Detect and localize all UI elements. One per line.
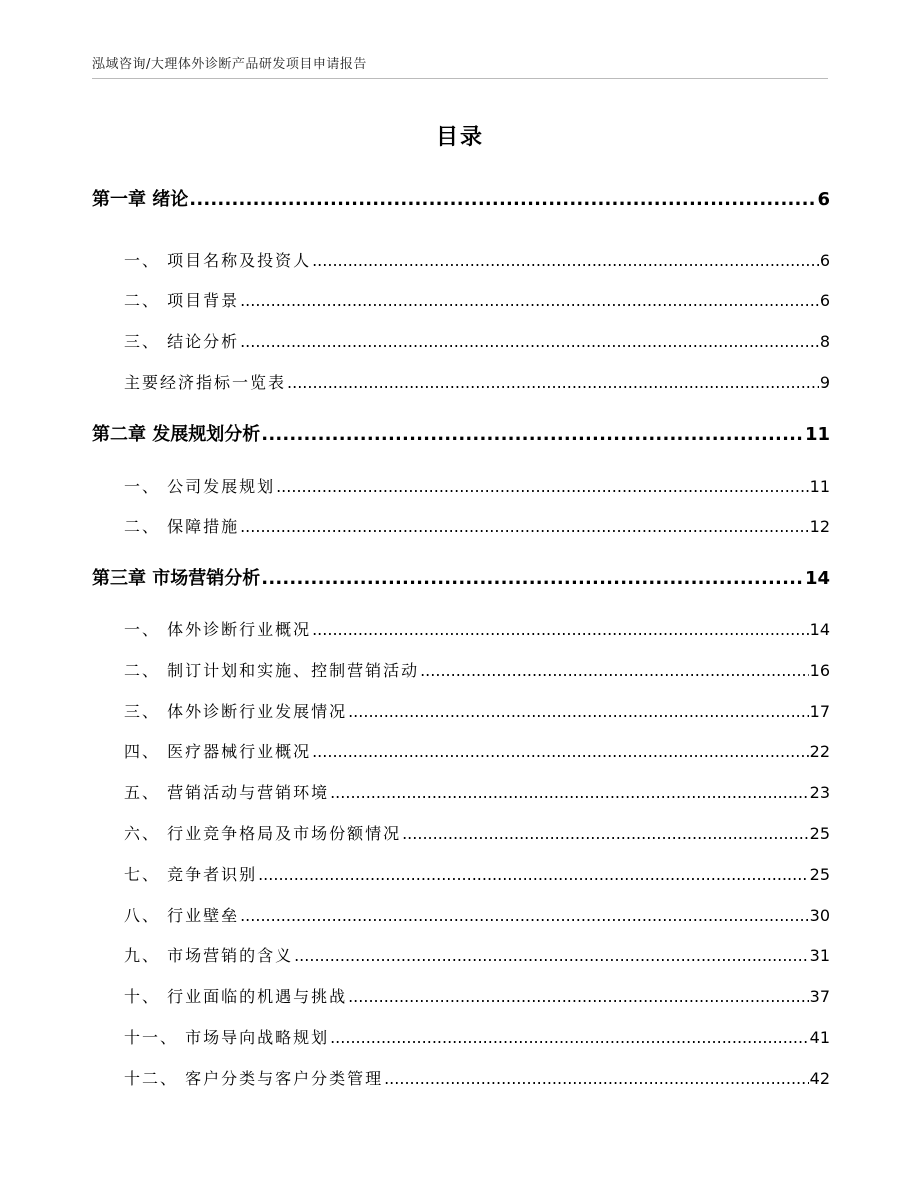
toc-entry-label: 主要经济指标一览表 [124,373,287,392]
toc-entry-label: 第二章 发展规划分析 [92,424,261,445]
toc-entry-section[interactable] [124,984,830,1007]
toc-entry-section[interactable] [124,739,830,762]
toc-entry-section[interactable] [124,658,830,681]
toc-entry-label: 十一、 市场导向战略规划 [124,1028,330,1047]
toc-entry-page: 22 [809,742,830,761]
toc-entry-page: 42 [809,1069,830,1088]
toc-entry-page: 30 [809,906,830,925]
toc-entry-label: 十、 行业面临的机遇与挑战 [124,987,348,1006]
toc-entry-label: 九、 市场营销的含义 [124,946,294,965]
dot-leader [312,251,819,270]
toc-entry-label: 第三章 市场营销分析 [92,568,261,589]
dot-leader [402,824,809,843]
toc-entry-page: 9 [819,373,830,392]
toc-entry-section[interactable] [124,329,830,352]
dot-leader [312,620,809,639]
dot-leader [294,946,809,965]
dot-leader [240,517,809,536]
dot-leader [312,742,809,761]
toc-entry-page: 8 [819,332,830,351]
dot-leader [240,906,809,925]
dot-leader [240,291,819,310]
toc-entry-label: 五、 营销活动与营销环境 [124,783,330,802]
toc-entry-chapter-3[interactable] [92,564,830,590]
toc-entry-chapter-1[interactable] [92,185,830,211]
toc-entry-section[interactable] [124,780,830,803]
dot-leader [287,373,819,392]
toc-entry-page: 41 [809,1028,830,1047]
toc-entry-label: 六、 行业竞争格局及市场份额情况 [124,824,402,843]
toc-entry-section[interactable] [124,862,830,885]
toc-entry-page: 6 [817,189,830,210]
toc-entry-page: 6 [819,291,830,310]
toc-entry-label: 二、 保障措施 [124,517,240,536]
toc-entry-section[interactable] [124,514,830,537]
toc-entry-page: 25 [809,824,830,843]
toc-entry-section[interactable] [124,699,830,722]
toc-entry-label: 三、 体外诊断行业发展情况 [124,702,348,721]
toc-entry-page: 31 [809,946,830,965]
toc-entry-page: 12 [809,517,830,536]
toc-entry-section[interactable] [124,370,830,393]
dot-leader [348,987,809,1006]
dot-leader [384,1069,809,1088]
toc-entry-label: 二、 制订计划和实施、控制营销活动 [124,661,420,680]
toc-entry-section[interactable] [124,474,830,497]
dot-leader [261,568,804,589]
running-header: 泓域咨询/大理体外诊断产品研发项目申请报告 [92,57,367,72]
toc-entry-chapter-2[interactable] [92,420,830,446]
toc-entry-label: 八、 行业壁垒 [124,906,240,925]
dot-leader [261,424,804,445]
dot-leader [276,477,809,496]
toc-entry-page: 25 [809,865,830,884]
toc-entry-label: 第一章 绪论 [92,189,189,210]
toc-entry-section[interactable] [124,821,830,844]
toc-entry-page: 6 [819,251,830,270]
toc-entry-page: 16 [809,661,830,680]
toc-entry-label: 四、 医疗器械行业概况 [124,742,312,761]
toc-entry-page: 11 [804,424,830,445]
page-title: 目录 [435,125,484,150]
dot-leader [330,1028,809,1047]
dot-leader [240,332,819,351]
toc-entry-section[interactable] [124,943,830,966]
toc-entry-label: 二、 项目背景 [124,291,240,310]
toc-entry-page: 14 [804,568,830,589]
toc-entry-label: 三、 结论分析 [124,332,240,351]
toc-entry-page: 11 [809,477,830,496]
dot-leader [258,865,809,884]
toc-entry-label: 一、 项目名称及投资人 [124,251,312,270]
toc-entry-section[interactable] [124,617,830,640]
header-divider [92,78,828,79]
dot-leader [330,783,809,802]
toc-entry-section[interactable] [124,288,830,311]
toc-entry-section[interactable] [124,903,830,926]
toc-entry-label: 七、 竞争者识别 [124,865,258,884]
toc-entry-section[interactable] [124,1066,830,1089]
toc-entry-section[interactable] [124,1025,830,1048]
toc-entry-page: 23 [809,783,830,802]
toc-entry-page: 14 [809,620,830,639]
toc-entry-section[interactable] [124,248,830,271]
toc-entry-label: 一、 体外诊断行业概况 [124,620,312,639]
toc-entry-page: 17 [809,702,830,721]
toc-entry-page: 37 [809,987,830,1006]
dot-leader [189,189,816,210]
toc-entry-label: 十二、 客户分类与客户分类管理 [124,1069,384,1088]
dot-leader [348,702,809,721]
toc-entry-label: 一、 公司发展规划 [124,477,276,496]
dot-leader [420,661,809,680]
